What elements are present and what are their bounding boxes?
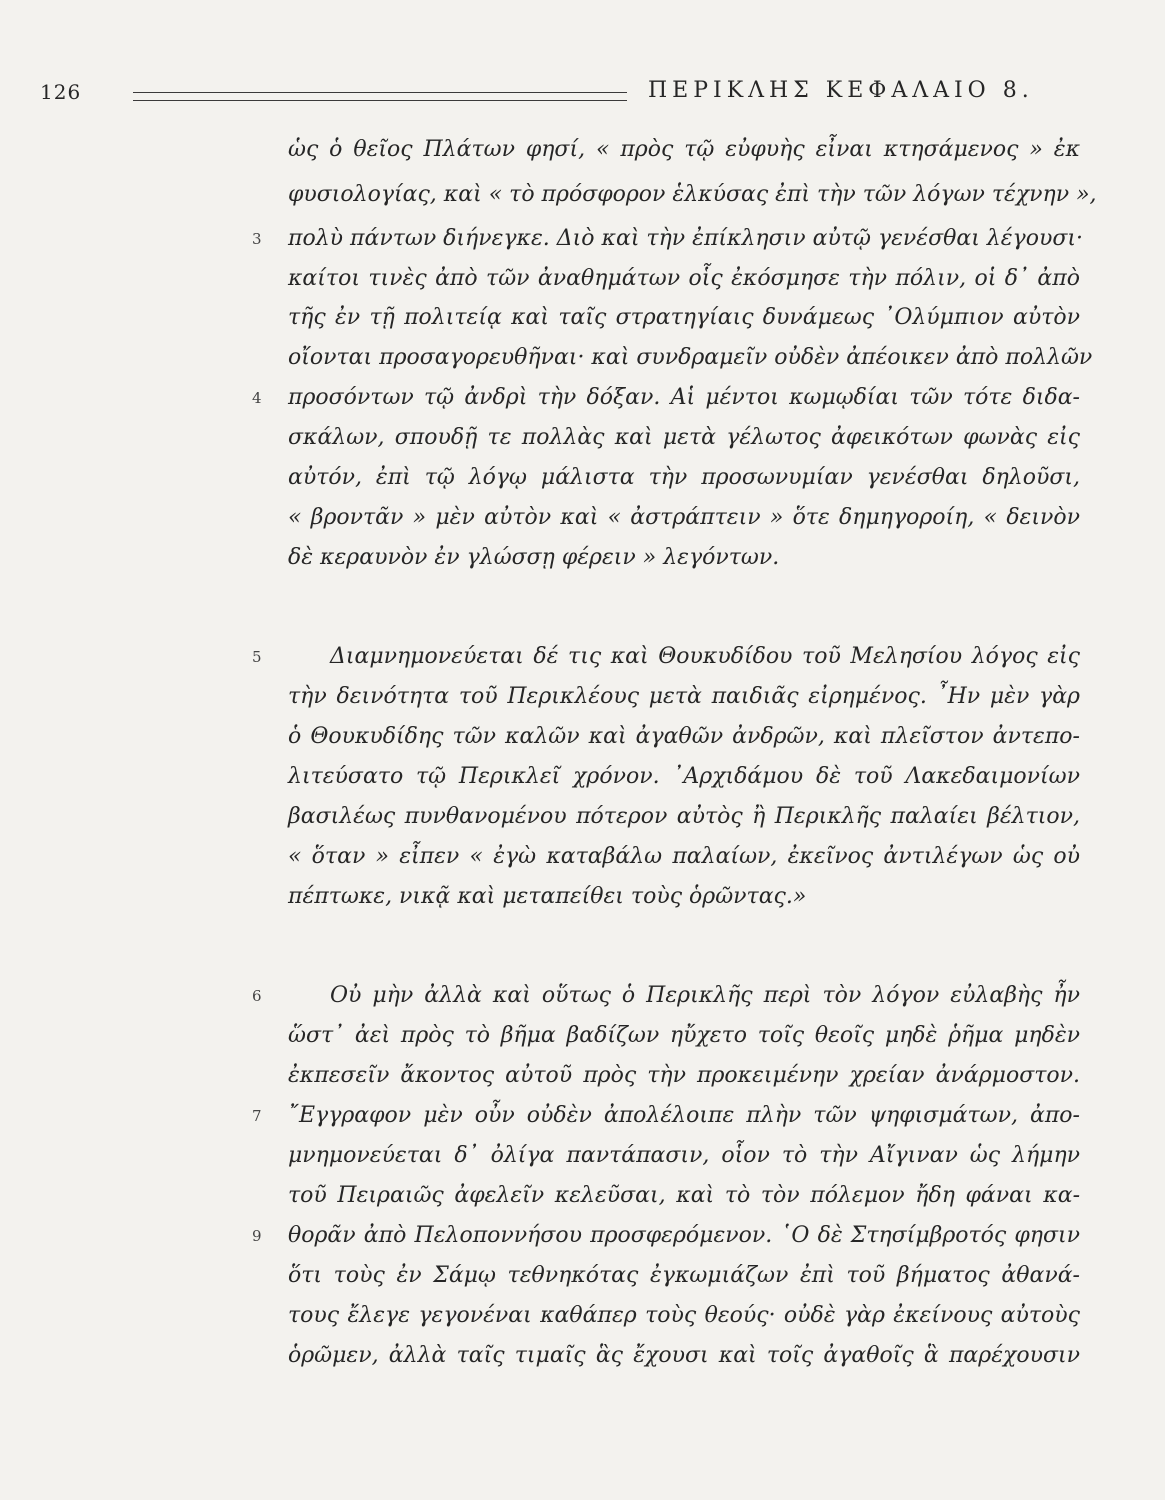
text-line: ὡς ὁ θεῖος Πλάτων φησί, « πρὸς τῷ εὐφυὴς εἶναι κτησάμενος » ἐκ xyxy=(288,137,1080,162)
text-line: ὁρῶμεν, ἀλλὰ ταῖς τιμαῖς ἃς ἔχουσι καὶ τοῖς ἀγαθοῖς ἃ παρέχουσιν xyxy=(288,1343,1080,1368)
page-number: 126 xyxy=(40,80,82,104)
running-head: ΠΕΡΙΚΛΗΣ ΚΕΦΑΛΑΙΟ 8. xyxy=(648,78,1034,103)
text-line: ὥστ᾽ ἀεὶ πρὸς τὸ βῆμα βαδίζων ηὔχετο τοῖς θεοῖς μηδὲ ῥῆμα μηδὲν xyxy=(288,1023,1080,1048)
margin-number: 3 xyxy=(252,230,262,248)
text-line: τοῦ Πειραιῶς ἀφελεῖν κελεῦσαι, καὶ τὸ τὸν πόλεμον ἤδη φάναι κα- xyxy=(288,1183,1080,1208)
margin-number: 5 xyxy=(252,648,262,666)
margin-number: 6 xyxy=(252,987,262,1005)
text-line: δὲ κεραυνὸν ἐν γλώσσῃ φέρειν » λεγόντων. xyxy=(288,545,780,570)
text-line: θορᾶν ἀπὸ Πελοποννήσου προσφερόμενον. ῾Ο δὲ Στησίμβροτός φησιν xyxy=(288,1223,1080,1248)
text-line: ὅτι τοὺς ἐν Σάμῳ τεθνηκότας ἐγκωμιάζων ἐπὶ τοῦ βήματος ἀθανά- xyxy=(288,1263,1080,1288)
text-line: σκάλων, σπουδῇ τε πολλὰς καὶ μετὰ γέλωτος ἀφεικότων φωνὰς εἰς xyxy=(288,425,1080,450)
text-line: μνημονεύεται δ᾽ ὀλίγα παντάπασιν, οἷον τὸ τὴν Αἴγιναν ὡς λήμην xyxy=(288,1143,1080,1168)
margin-number: 7 xyxy=(252,1107,262,1125)
text-line: τὴν δεινότητα τοῦ Περικλέους μετὰ παιδιᾶς εἰρημένος. ῏Ην μὲν γὰρ xyxy=(288,684,1080,709)
text-line: αὐτόν, ἐπὶ τῷ λόγῳ μάλιστα τὴν προσωνυμίαν γενέσθαι δηλοῦσι, xyxy=(288,465,1080,490)
text-line: λιτεύσατο τῷ Περικλεῖ χρόνον. ᾽Αρχιδάμου δὲ τοῦ Λακεδαιμονίων xyxy=(288,764,1080,789)
text-line: βασιλέως πυνθανομένου πότερον αὐτὸς ἢ Περικλῆς παλαίει βέλτιον, xyxy=(288,804,1080,829)
text-line: οἴονται προσαγορευθῆναι· καὶ συνδραμεῖν οὐδὲν ἀπέοικεν ἀπὸ πολλῶν xyxy=(288,345,1093,370)
margin-number: 4 xyxy=(252,389,262,407)
text-line: Διαμνημονεύεται δέ τις καὶ Θουκυδίδου τοῦ Μελησίου λόγος εἰς xyxy=(330,644,1080,669)
header-rule xyxy=(133,92,627,101)
text-line: καίτοι τινὲς ἀπὸ τῶν ἀναθημάτων οἷς ἐκόσμησε τὴν πόλιν, οἱ δ᾽ ἀπὸ xyxy=(288,266,1080,291)
text-line: Οὐ μὴν ἀλλὰ καὶ οὕτως ὁ Περικλῆς περὶ τὸν λόγον εὐλαβὴς ἦν xyxy=(330,983,1080,1008)
text-line: πολὺ πάντων διήνεγκε. Διὸ καὶ τὴν ἐπίκλησιν αὐτῷ γενέσθαι λέγουσι· xyxy=(288,226,1083,251)
text-line: προσόντων τῷ ἀνδρὶ τὴν δόξαν. Αἱ μέντοι κωμῳδίαι τῶν τότε διδα- xyxy=(288,385,1080,410)
text-line: τους ἔλεγε γεγονέναι καθάπερ τοὺς θεούς· οὐδὲ γὰρ ἐκείνους αὐτοὺς xyxy=(288,1303,1080,1328)
text-line: « ὅταν » εἶπεν « ἐγὼ καταβάλω παλαίων, ἐκεῖνος ἀντιλέγων ὡς οὐ xyxy=(288,844,1080,869)
text-line: τῆς ἐν τῇ πολιτείᾳ καὶ ταῖς στρατηγίαις δυνάμεως ᾽Ολύμπιον αὐτὸν xyxy=(288,305,1080,330)
text-line: ἐκπεσεῖν ἄκοντος αὐτοῦ πρὸς τὴν προκειμένην χρείαν ἀνάρμοστον. xyxy=(288,1063,1080,1088)
text-line: ῎Εγγραφον μὲν οὖν οὐδὲν ἀπολέλοιπε πλὴν τῶν ψηφισμάτων, ἀπο- xyxy=(288,1103,1080,1128)
text-line: πέπτωκε, νικᾷ καὶ μεταπείθει τοὺς ὁρῶντας.» xyxy=(288,884,807,909)
text-line: ὁ Θουκυδίδης τῶν καλῶν καὶ ἀγαθῶν ἀνδρῶν, καὶ πλεῖστον ἀντεπο- xyxy=(288,724,1080,749)
margin-number: 9 xyxy=(252,1227,262,1245)
text-line: φυσιολογίας, καὶ « τὸ πρόσφορον ἑλκύσας ἐπὶ τὴν τῶν λόγων τέχνην », xyxy=(288,182,1097,207)
text-line: « βροντᾶν » μὲν αὐτὸν καὶ « ἀστράπτειν » ὅτε δημηγοροίη, « δεινὸν xyxy=(288,505,1080,530)
